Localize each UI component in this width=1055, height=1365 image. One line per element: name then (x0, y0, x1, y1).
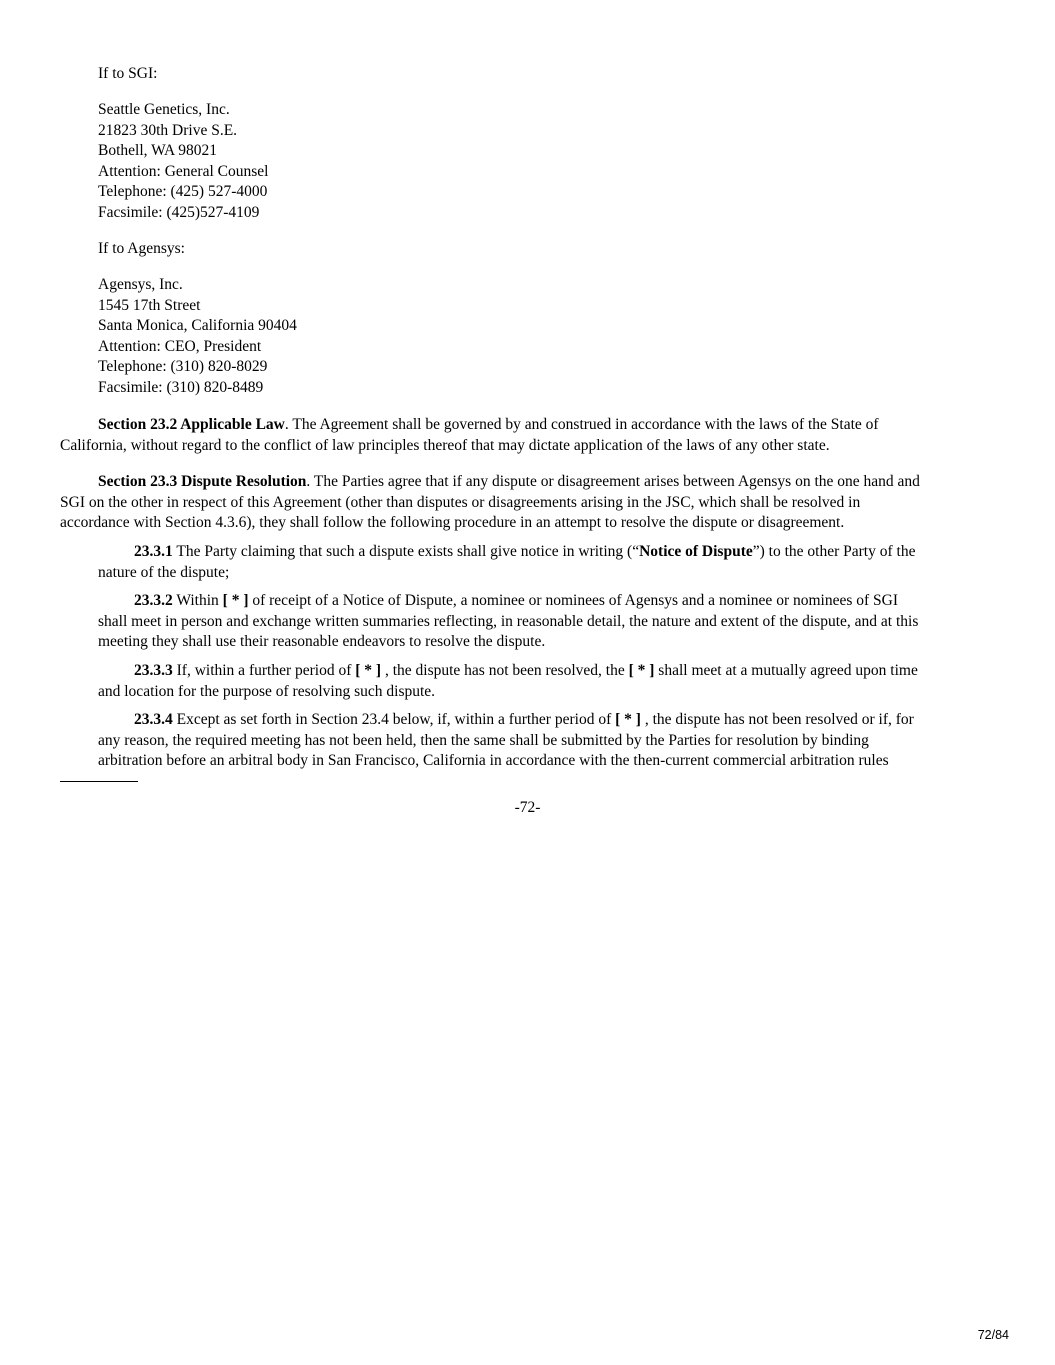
redaction-marker: [ * ] (355, 662, 382, 679)
address-line: Agensys, Inc. (98, 276, 183, 293)
clause-23-3-1: 23.3.1 The Party claiming that such a dispute exists shall give notice in writing (“Notice of Dispute”) to the other Party of the nature of the dispute; (98, 543, 916, 581)
section-23-2-applicable-law: Section 23.2 Applicable Law. The Agreement shall be governed by and construed in accordance with the laws of the State of California, without regard to the conflict of law principles thereof that may dictate application of the laws of any other state. (60, 416, 879, 454)
address-line: Bothell, WA 98021 (98, 142, 217, 160)
defined-term: Notice of Dispute (639, 543, 753, 560)
address-line: Facsimile: (425)527-4109 (98, 203, 260, 221)
address-line: Telephone: (310) 820-8029 (98, 358, 268, 376)
clause-23-3-3: 23.3.3 If, within a further period of [ * ] , the dispute has not been resolved, the [ * ] shall meet at a mutually agreed upon time and location for the purpose of resolving such dispute. (98, 662, 918, 700)
sgi-address-block (98, 100, 998, 224)
sgi-notice-heading: If to SGI: (98, 65, 158, 82)
agensys-address-block (98, 275, 998, 399)
section-title: Section 23.3 Dispute Resolution (98, 473, 307, 490)
address-line: Seattle Genetics, Inc. (98, 101, 230, 118)
section-title: Section 23.2 Applicable Law (98, 416, 285, 433)
clause-number: 23.3.1 (134, 543, 173, 560)
address-line: Santa Monica, California 90404 (98, 317, 297, 335)
redaction-marker: [ * ] (615, 711, 641, 728)
redaction-marker: [ * ] (222, 592, 249, 609)
address-line: 1545 17th Street (98, 296, 201, 314)
clause-23-3-2: 23.3.2 Within [ * ] of receipt of a Notice of Dispute, a nominee or nominees of Agensys and a nominee or nominees of SGI shall meet in person and exchange written summaries reflecting, in reasonable detail, the nature and extent of the dispute, and at this meeting they shall use their reasonable endeavors to resolve the dispute. (98, 592, 919, 651)
page-counter: 72/84 (977, 1328, 1009, 1342)
clause-number: 23.3.4 (134, 711, 173, 728)
footnote-separator-rule (60, 781, 138, 782)
redaction-marker: [ * ] (628, 662, 655, 679)
clause-number: 23.3.2 (134, 592, 173, 609)
clause-number: 23.3.3 (134, 662, 173, 679)
address-line: Attention: General Counsel (98, 162, 269, 180)
section-23-3-dispute-resolution: Section 23.3 Dispute Resolution. The Parties agree that if any dispute or disagreement arises between Agensys on the one hand and SGI on the other in respect of this Agreement (other than disputes or disagreements arising in the JSC, which shall be resolved in accordance with Section 4.3.6), they shall follow the following procedure in an attempt to resolve the dispute or disagreement. (60, 473, 920, 532)
agensys-notice-heading: If to Agensys: (98, 240, 185, 257)
address-line: Facsimile: (310) 820-8489 (98, 378, 264, 396)
address-line: Telephone: (425) 527-4000 (98, 183, 268, 201)
clause-23-3-4: 23.3.4 Except as set forth in Section 23.4 below, if, within a further period of [ * ] , the dispute has not been resolved or if, for any reason, the required meeting has not been held, then the same shall be submitted by the Parties for resolution by binding arbitration before an arbitral body in San Francisco, California in accordance with the then-current commercial arbitration rules (98, 711, 914, 770)
address-line: Attention: CEO, President (98, 337, 262, 355)
page-number: -72- (514, 799, 541, 816)
address-line: 21823 30th Drive S.E. (98, 121, 238, 139)
